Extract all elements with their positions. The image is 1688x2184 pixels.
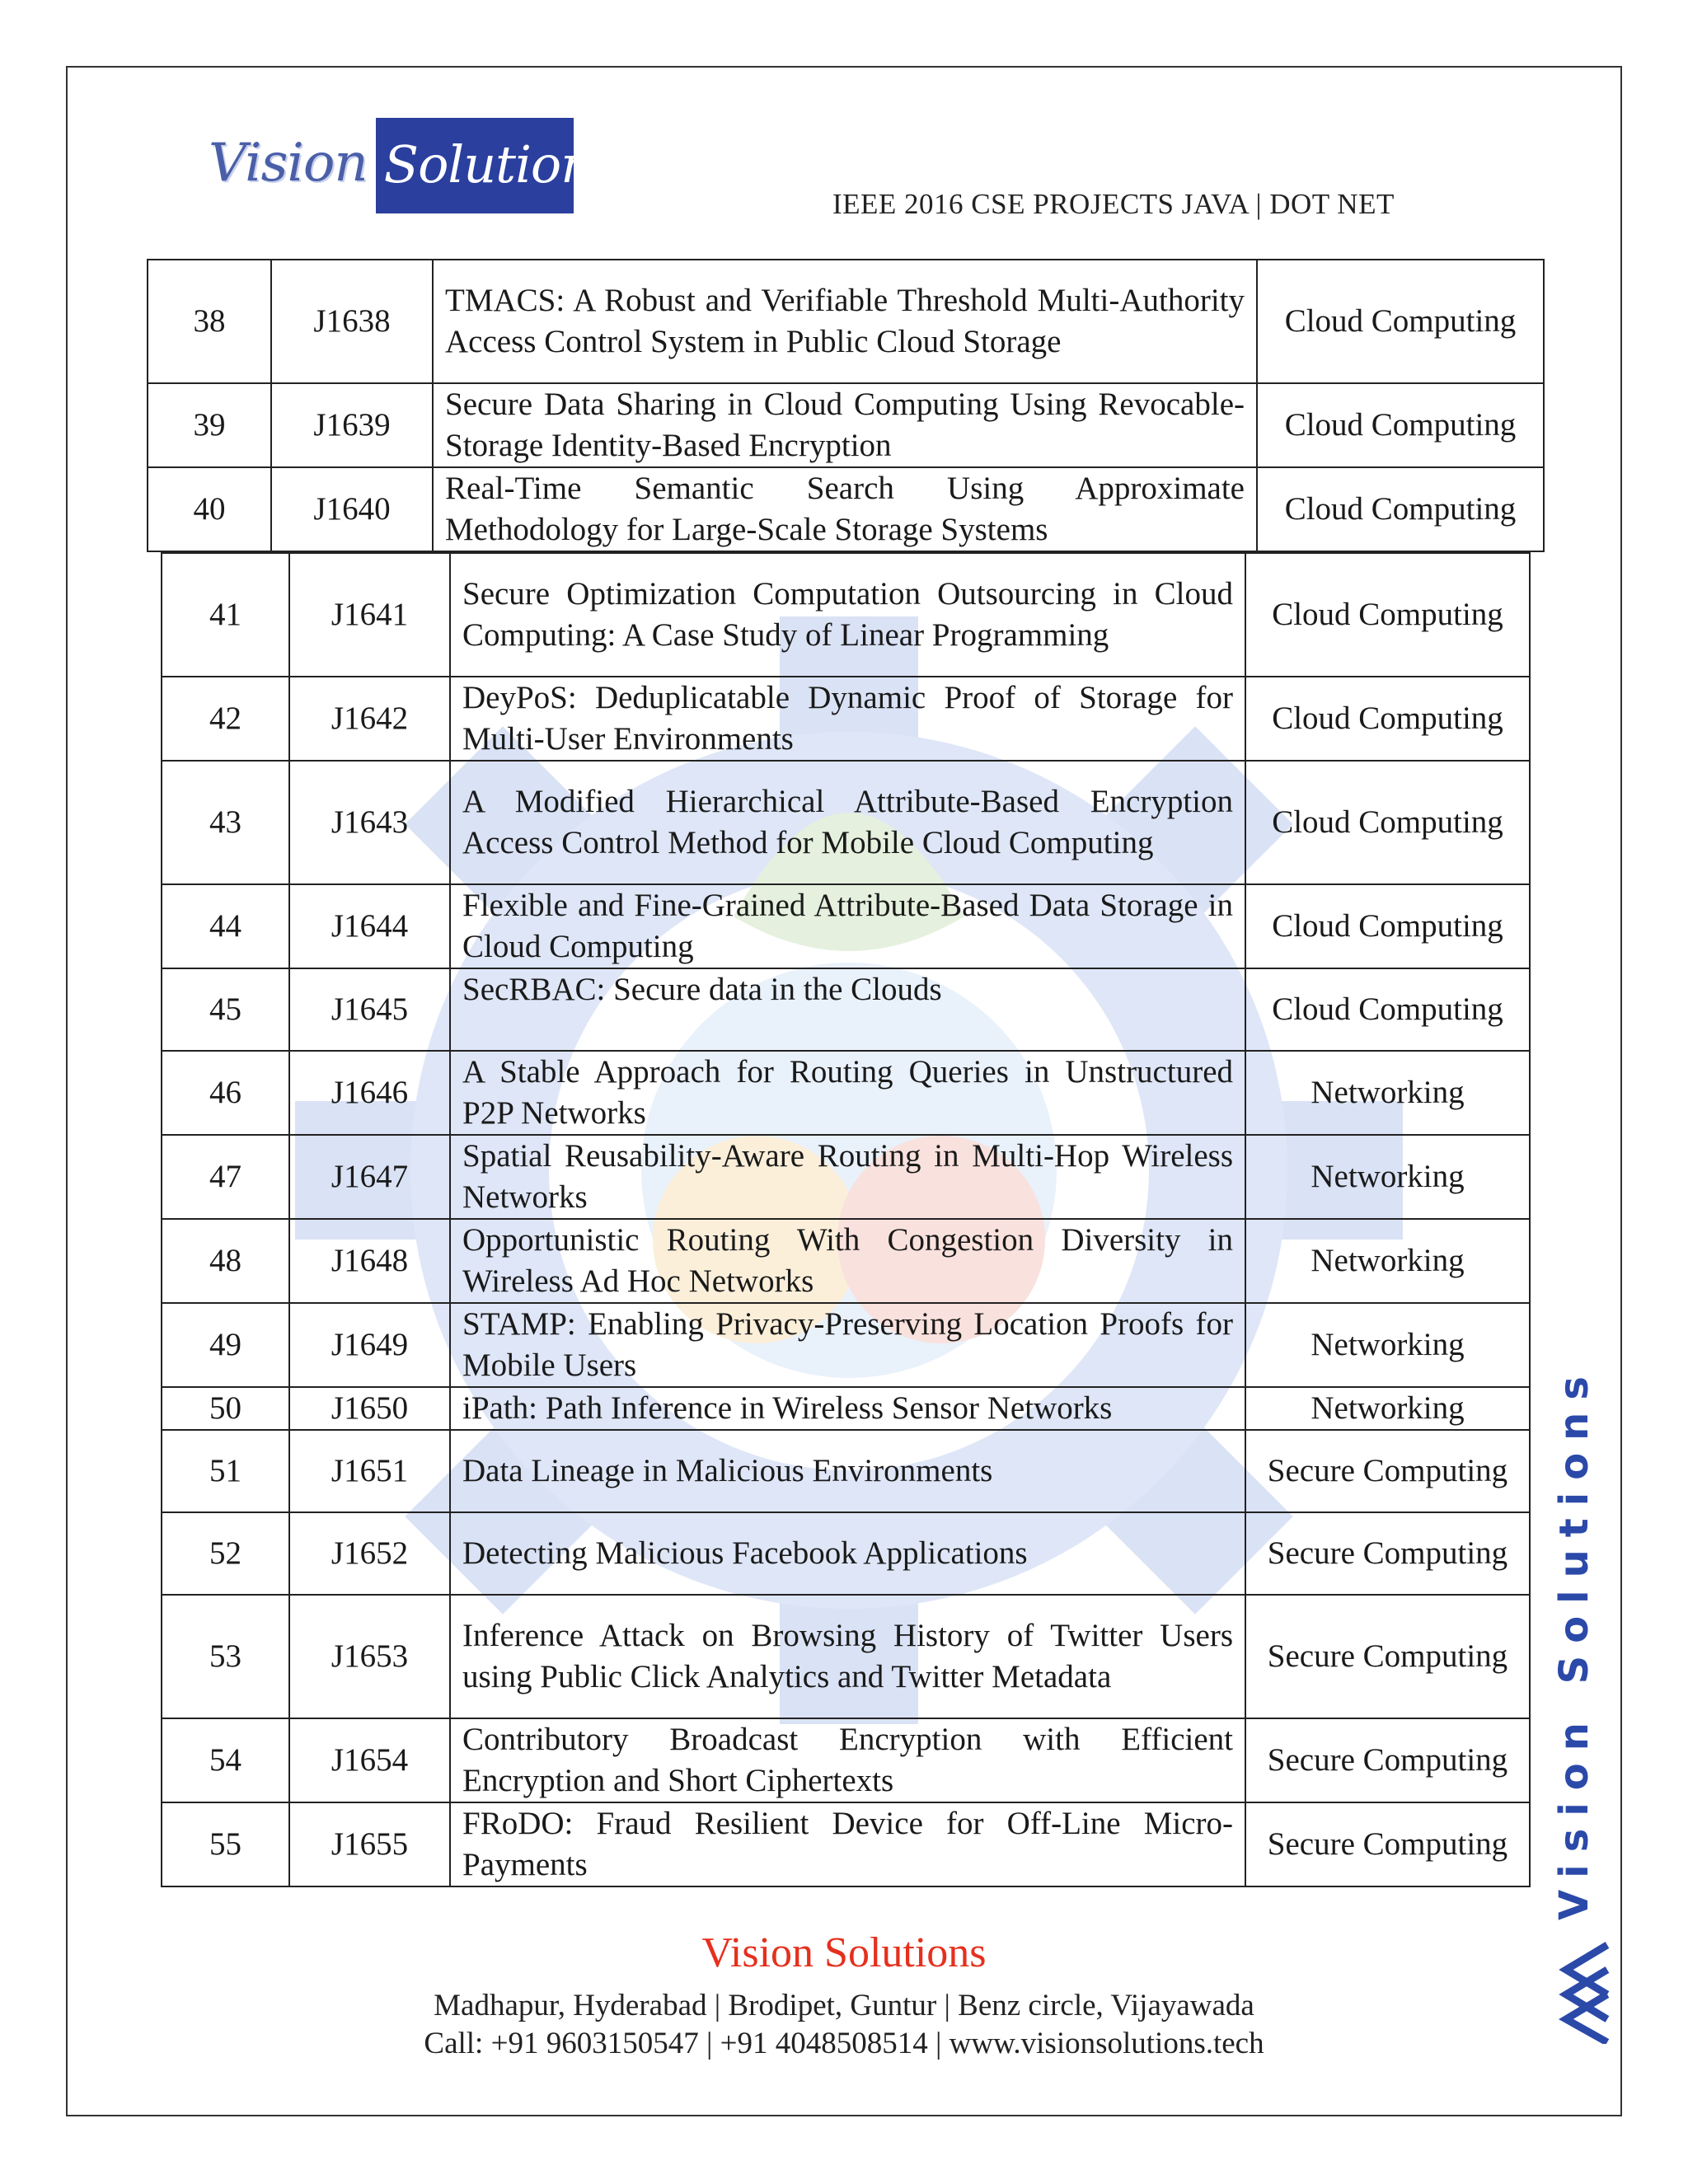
project-title: STAMP: Enabling Privacy-Preserving Location Proofs for Mobile Users [450, 1303, 1245, 1387]
project-number: 40 [148, 467, 271, 551]
project-code: J1638 [271, 260, 433, 383]
project-number: 41 [162, 553, 289, 677]
project-code: J1643 [289, 761, 450, 884]
table-row [162, 1718, 1530, 1802]
project-code: J1651 [289, 1430, 450, 1512]
table-row [162, 1051, 1530, 1135]
project-category: Secure Computing [1245, 1718, 1530, 1802]
table-row [162, 677, 1530, 761]
project-category: Cloud Computing [1245, 884, 1530, 968]
project-number: 44 [162, 884, 289, 968]
project-title: Flexible and Fine-Grained Attribute-Based Data Storage in Cloud Computing [450, 884, 1245, 968]
projects-table-top [147, 259, 1545, 552]
project-code: J1646 [289, 1051, 450, 1135]
logo-text-vision: Vision [209, 133, 368, 194]
project-category: Networking [1245, 1219, 1530, 1303]
project-title: Secure Optimization Computation Outsourcing in Cloud Computing: A Case Study of Linear Programming [450, 553, 1245, 677]
project-title: FRoDO: Fraud Resilient Device for Off-Line Micro-Payments [450, 1802, 1245, 1886]
project-code: J1648 [289, 1219, 450, 1303]
project-number: 48 [162, 1219, 289, 1303]
project-number: 53 [162, 1595, 289, 1718]
footer-contact: Call: +91 9603150547 | +91 4048508514 | www.visionsolutions.tech [424, 2027, 1264, 2060]
project-code: J1639 [271, 383, 433, 467]
table-row [162, 1219, 1530, 1303]
project-code: J1647 [289, 1135, 450, 1219]
table-row [162, 884, 1530, 968]
side-brand-text: Vision Solutions [1551, 1364, 1597, 1920]
vision-solutions-logo [202, 118, 619, 213]
project-code: J1642 [289, 677, 450, 761]
table-row [162, 1802, 1530, 1886]
header-title: IEEE 2016 CSE PROJECTS JAVA | DOT NET [832, 188, 1395, 220]
project-title: A Modified Hierarchical Attribute-Based Encryption Access Control Method for Mobile Cloud Computing [450, 761, 1245, 884]
project-title: iPath: Path Inference in Wireless Sensor Networks [450, 1387, 1245, 1430]
chevron-down-icon [1550, 1937, 1615, 2044]
project-category: Cloud Computing [1245, 968, 1530, 1051]
table-row [148, 383, 1544, 467]
project-number: 49 [162, 1303, 289, 1387]
table-row [162, 1430, 1530, 1512]
project-category: Cloud Computing [1257, 260, 1544, 383]
project-title: Real-Time Semantic Search Using Approximate Methodology for Large-Scale Storage Systems [433, 467, 1257, 551]
table-row [162, 553, 1530, 677]
project-number: 50 [162, 1387, 289, 1430]
project-number: 54 [162, 1718, 289, 1802]
project-number: 47 [162, 1135, 289, 1219]
project-category: Cloud Computing [1245, 553, 1530, 677]
project-title: Inference Attack on Browsing History of Twitter Users using Public Click Analytics and Twitter Metadata [450, 1595, 1245, 1718]
project-category: Cloud Computing [1245, 761, 1530, 884]
table-row [162, 1303, 1530, 1387]
project-code: J1650 [289, 1387, 450, 1430]
project-category: Secure Computing [1245, 1430, 1530, 1512]
project-title: Spatial Reusability-Aware Routing in Multi-Hop Wireless Networks [450, 1135, 1245, 1219]
project-number: 43 [162, 761, 289, 884]
project-code: J1653 [289, 1595, 450, 1718]
table-row [162, 1512, 1530, 1595]
project-category: Secure Computing [1245, 1595, 1530, 1718]
projects-table-main [161, 552, 1531, 1887]
project-category: Secure Computing [1245, 1512, 1530, 1595]
project-number: 51 [162, 1430, 289, 1512]
table-row [162, 761, 1530, 884]
footer-address: Madhapur, Hyderabad | Brodipet, Guntur | Benz circle, Vijayawada [434, 1989, 1254, 2022]
project-title: TMACS: A Robust and Verifiable Threshold Multi-Authority Access Control System in Public Cloud Storage [433, 260, 1257, 383]
table-row [148, 467, 1544, 551]
project-number: 45 [162, 968, 289, 1051]
table-row [162, 1595, 1530, 1718]
project-category: Cloud Computing [1257, 467, 1544, 551]
project-number: 55 [162, 1802, 289, 1886]
project-code: J1655 [289, 1802, 450, 1886]
project-number: 46 [162, 1051, 289, 1135]
project-title: Contributory Broadcast Encryption with Efficient Encryption and Short Ciphertexts [450, 1718, 1245, 1802]
project-code: J1644 [289, 884, 450, 968]
project-title: SecRBAC: Secure data in the Clouds [450, 968, 1245, 1051]
table-row [162, 968, 1530, 1051]
project-title: Secure Data Sharing in Cloud Computing Using Revocable-Storage Identity-Based Encryption [433, 383, 1257, 467]
project-code: J1652 [289, 1512, 450, 1595]
table-row [148, 260, 1544, 383]
project-code: J1649 [289, 1303, 450, 1387]
project-number: 52 [162, 1512, 289, 1595]
project-code: J1654 [289, 1718, 450, 1802]
project-category: Secure Computing [1245, 1802, 1530, 1886]
project-number: 42 [162, 677, 289, 761]
project-category: Networking [1245, 1303, 1530, 1387]
project-number: 39 [148, 383, 271, 467]
project-code: J1640 [271, 467, 433, 551]
project-title: Data Lineage in Malicious Environments [450, 1430, 1245, 1512]
project-category: Networking [1245, 1135, 1530, 1219]
project-category: Cloud Computing [1257, 383, 1544, 467]
project-category: Networking [1245, 1051, 1530, 1135]
table-row [162, 1135, 1530, 1219]
logo-text-solutions: Solutions [376, 118, 574, 213]
project-category: Networking [1245, 1387, 1530, 1430]
project-title: DeyPoS: Deduplicatable Dynamic Proof of Storage for Multi-User Environments [450, 677, 1245, 761]
project-title: Opportunistic Routing With Congestion Diversity in Wireless Ad Hoc Networks [450, 1219, 1245, 1303]
footer-brand: Vision Solutions [701, 1929, 987, 1976]
project-title: A Stable Approach for Routing Queries in Unstructured P2P Networks [450, 1051, 1245, 1135]
project-title: Detecting Malicious Facebook Applications [450, 1512, 1245, 1595]
table-row [162, 1387, 1530, 1430]
project-number: 38 [148, 260, 271, 383]
project-code: J1645 [289, 968, 450, 1051]
project-category: Cloud Computing [1245, 677, 1530, 761]
project-code: J1641 [289, 553, 450, 677]
